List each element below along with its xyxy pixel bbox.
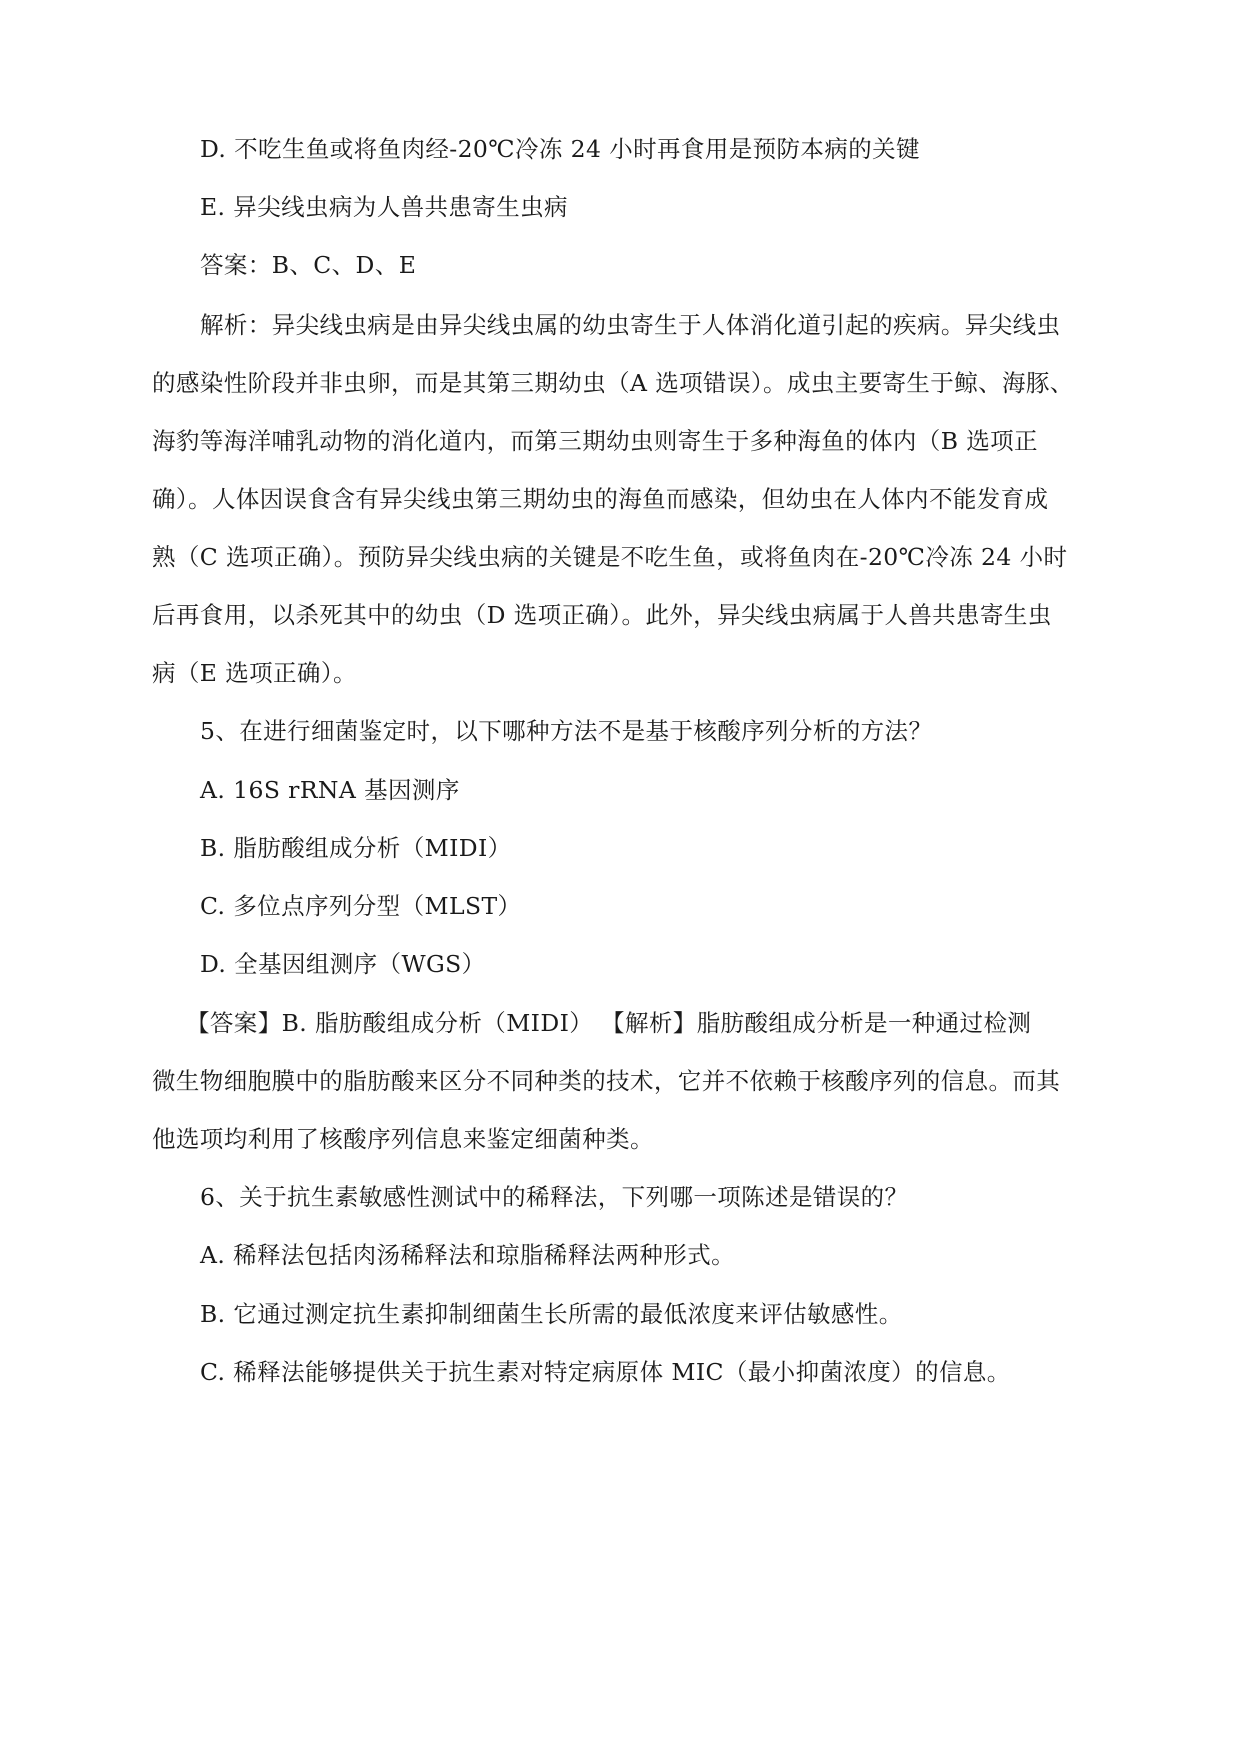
q4-answer: 答案：B、C、D、E (200, 251, 417, 279)
q4-option-d: D. 不吃生鱼或将鱼肉经-20℃冷冻 24 小时再食用是预防本病的关键 (200, 135, 920, 163)
q6-question: 6、关于抗生素敏感性测试中的稀释法，下列哪一项陈述是错误的？ (200, 1183, 909, 1211)
q5-answer-analysis-line: 他选项均利用了核酸序列信息来鉴定细菌种类。 (152, 1125, 654, 1153)
q4-analysis-line: 解析：异尖线虫病是由异尖线虫属的幼虫寄生于人体消化道引起的疾病。异尖线虫 (200, 311, 1061, 339)
q5-option-a: A. 16S rRNA 基因测序 (200, 776, 460, 804)
q6-option-b: B. 它通过测定抗生素抑制细菌生长所需的最低浓度来评估敏感性。 (200, 1300, 903, 1328)
q4-option-e: E. 异尖线虫病为人兽共患寄生虫病 (200, 193, 568, 221)
q4-analysis-line: 病（E 选项正确）。 (152, 659, 357, 687)
q4-analysis-line: 确）。人体因误食含有异尖线虫第三期幼虫的海鱼而感染，但幼虫在人体内不能发育成 (152, 485, 1049, 513)
q5-option-c: C. 多位点序列分型（MLST） (200, 892, 522, 920)
q4-analysis-line: 后再食用，以杀死其中的幼虫（D 选项正确）。此外，异尖线虫病属于人兽共患寄生虫 (152, 601, 1052, 629)
q5-question: 5、在进行细菌鉴定时，以下哪种方法不是基于核酸序列分析的方法？ (200, 717, 933, 745)
q5-option-d: D. 全基因组测序（WGS） (200, 950, 486, 978)
q5-option-b: B. 脂肪酸组成分析（MIDI） (200, 834, 512, 862)
q5-answer-analysis-line: 【答案】B. 脂肪酸组成分析（MIDI） 【解析】脂肪酸组成分析是一种通过检测 (186, 1009, 1032, 1037)
q6-option-c: C. 稀释法能够提供关于抗生素对特定病原体 MIC（最小抑菌浓度）的信息。 (200, 1358, 1011, 1386)
q6-option-a: A. 稀释法包括肉汤稀释法和琼脂稀释法两种形式。 (200, 1241, 736, 1269)
q4-analysis-line: 的感染性阶段并非虫卵，而是其第三期幼虫（A 选项错误）。成虫主要寄生于鲸、海豚、 (152, 369, 1074, 397)
q5-answer-analysis-line: 微生物细胞膜中的脂肪酸来区分不同种类的技术，它并不依赖于核酸序列的信息。而其 (152, 1067, 1061, 1095)
q4-analysis-line: 熟（C 选项正确）。预防异尖线虫病的关键是不吃生鱼，或将鱼肉在-20℃冷冻 24 小时 (152, 543, 1068, 571)
q4-analysis-line: 海豹等海洋哺乳动物的消化道内，而第三期幼虫则寄生于多种海鱼的体内（B 选项正 (152, 427, 1038, 455)
